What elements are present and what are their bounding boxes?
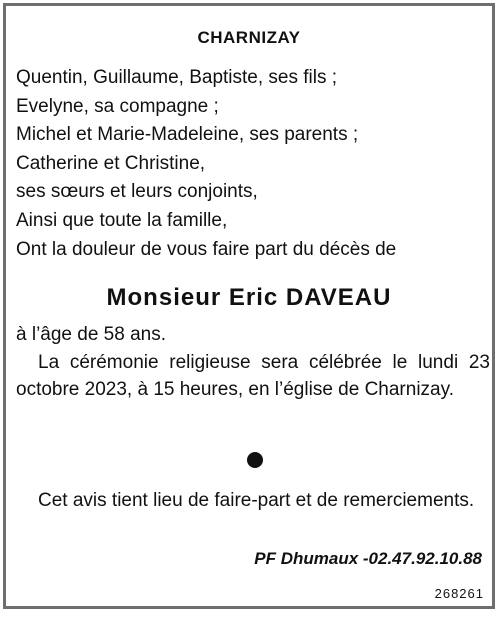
family-line: Ainsi que toute la famille,: [16, 210, 228, 231]
separator-dot: [247, 452, 263, 468]
closing-paragraph: Cet avis tient lieu de faire-part et de remerciements.: [38, 490, 475, 511]
family-line: ses sœurs et leurs conjoints,: [16, 181, 258, 202]
family-line: Evelyne, sa compagne ;: [16, 96, 219, 117]
deceased-name: Monsieur Eric DAVEAU: [106, 284, 392, 311]
ceremony-paragraph: La cérémonie religieuse sera célébrée le lundi 23 octobre 2023, à 15 heures, en l’église de Charnizay.: [16, 352, 490, 400]
town-heading: CHARNIZAY: [197, 28, 301, 47]
funeral-home: PF Dhumaux -02.47.92.10.88: [254, 549, 482, 568]
family-line: Quentin, Guillaume, Baptiste, ses fils ;: [16, 67, 338, 88]
obituary-notice: [3, 3, 495, 609]
family-line: Michel et Marie-Madeleine, ses parents ;: [16, 124, 359, 145]
announcement-line: Ont la douleur de vous faire part du décès de: [16, 239, 397, 260]
age-line: à l’âge de 58 ans.: [16, 324, 167, 345]
family-line: Catherine et Christine,: [16, 153, 206, 174]
reference-number: 268261: [434, 586, 484, 601]
